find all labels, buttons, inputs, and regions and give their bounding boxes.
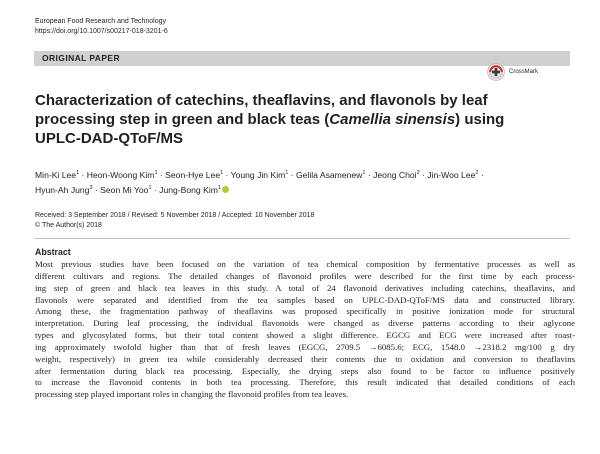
abstract-heading: Abstract — [35, 247, 71, 257]
author-affiliation-mark: 1 — [362, 170, 366, 176]
dates-line: Received: 3 September 2018 / Revised: 5 November 2018 / Accepted: 10 November 2018 — [35, 212, 315, 219]
author-name[interactable]: Young Jin Kim — [230, 169, 286, 180]
title-species-italic: Camellia sinensis — [329, 111, 456, 128]
author-affiliation-mark: 1 — [148, 184, 152, 191]
abstract-line: processing step played important roles in changing the flavonoid profiles from tea leaves. — [35, 389, 349, 400]
abstract-line: to increase the flavonoid contents in both tea processing. Therefore, this result indicated that detailed conditions of each — [35, 377, 575, 388]
author-affiliation-mark: 1 — [220, 170, 224, 176]
abstract-line: after fermentation during black tea processing. Especially, the drying steps also found to be factor to influence positively — [35, 365, 575, 376]
section-divider — [34, 238, 570, 239]
crossmark-logo[interactable] — [487, 63, 538, 81]
journal-header — [35, 17, 168, 37]
crossmark-icon — [487, 63, 505, 81]
article-type-label: ORIGINAL PAPER — [42, 53, 121, 63]
abstract-line: ing step of green and black tea leaves in this study. A total of 24 flavonoid derivatives including catechins, theaflavins, and — [35, 282, 575, 293]
author-name[interactable]: Min-Ki Lee — [35, 169, 77, 180]
copyright-line: © The Author(s) 2018 — [35, 221, 102, 229]
abstract-line: weight, respectively) in green tea while considerably decreased their contents due to oxidation and conversion to theaflavins — [35, 353, 575, 364]
author-name[interactable]: Seon-Hye Lee — [165, 169, 221, 180]
author-list: Min-Ki Lee$^1$ · Heon-Woong Kim$^1$ · Seon-Hye Lee$^1$ · Young Jin Kim$^1$ · Gelila Asamenew$^1$ · Jeong Choi$^2$ · Jin-Woo Lee$^2$ · Hyun-Ah Jung$^3$ · Seon Mi Yoo$^1$ · Jung-Bong Kim$^1$ — [35, 169, 484, 195]
crossmark-label: CrossMark — [509, 69, 539, 75]
author-affiliation-mark: 1 — [154, 170, 158, 176]
abstract-line: flavonols were separated and identified from the tea samples based on UPLC-DAD-QToF/MS data and constructed library. — [35, 294, 575, 305]
author-name[interactable]: Heon-Woong Kim — [86, 169, 155, 180]
author-affiliation-mark: 2 — [416, 170, 420, 176]
abstract-line: ing approximately twofold higher than that of fresh leaves (EGCG, 2709.5 →6085.6; ECG, 1548.0 →2318.2 mg/100 g dry — [35, 341, 575, 352]
author-affiliation-mark: 3 — [89, 184, 93, 191]
publication-dates — [35, 211, 314, 230]
author-affiliation-mark: 1 — [285, 170, 289, 176]
author-name[interactable]: Hyun-Ah Jung — [35, 184, 90, 195]
author-affiliation-mark: 2 — [475, 170, 479, 176]
orcid-icon[interactable] — [222, 186, 229, 193]
journal-name: European Food Research and Technology — [35, 18, 167, 25]
author-name[interactable]: Jeong Choi — [373, 169, 417, 180]
author-affiliation-mark: 1 — [217, 184, 221, 191]
author-affiliation-mark: 1 — [76, 170, 80, 176]
author-name[interactable]: Seon Mi Yoo — [100, 184, 149, 195]
doi-link[interactable]: https://doi.org/10.1007/s00217-018-3201-6 — [35, 28, 168, 35]
abstract-line: Most previous studies have been focused on the variation of tea chemical composition by fermentative processes as well as — [35, 259, 575, 269]
abstract-text — [35, 259, 575, 401]
abstract-line: Among these, the fragmentation pathway of theaflavins was proposed specifically in positive ionization mode for structural — [35, 306, 575, 317]
abstract-line: different cultivars and regions. The detailed changes of flavonoid profiles were described for the first time by each process- — [35, 270, 575, 281]
author-name[interactable]: Gelila Asamenew — [295, 169, 363, 180]
abstract-line: interpretation. During leaf processing, the individual flavonoids were changed as diverse patterns according to their aglycone — [35, 318, 575, 329]
abstract-line: types and glycosylated forms, but their total content showed a slight difference. EGCG and ECG were increased after roast- — [35, 330, 575, 341]
article-title: Characterization of catechins, theaflavins, and flavonols by leaf processing step in green and black teas (Camellia sinensis) using UPLC-DAD-QToF/MS — [35, 92, 505, 147]
author-name[interactable]: Jung-Bong Kim — [159, 184, 218, 195]
author-name[interactable]: Jin-Woo Lee — [427, 169, 476, 180]
